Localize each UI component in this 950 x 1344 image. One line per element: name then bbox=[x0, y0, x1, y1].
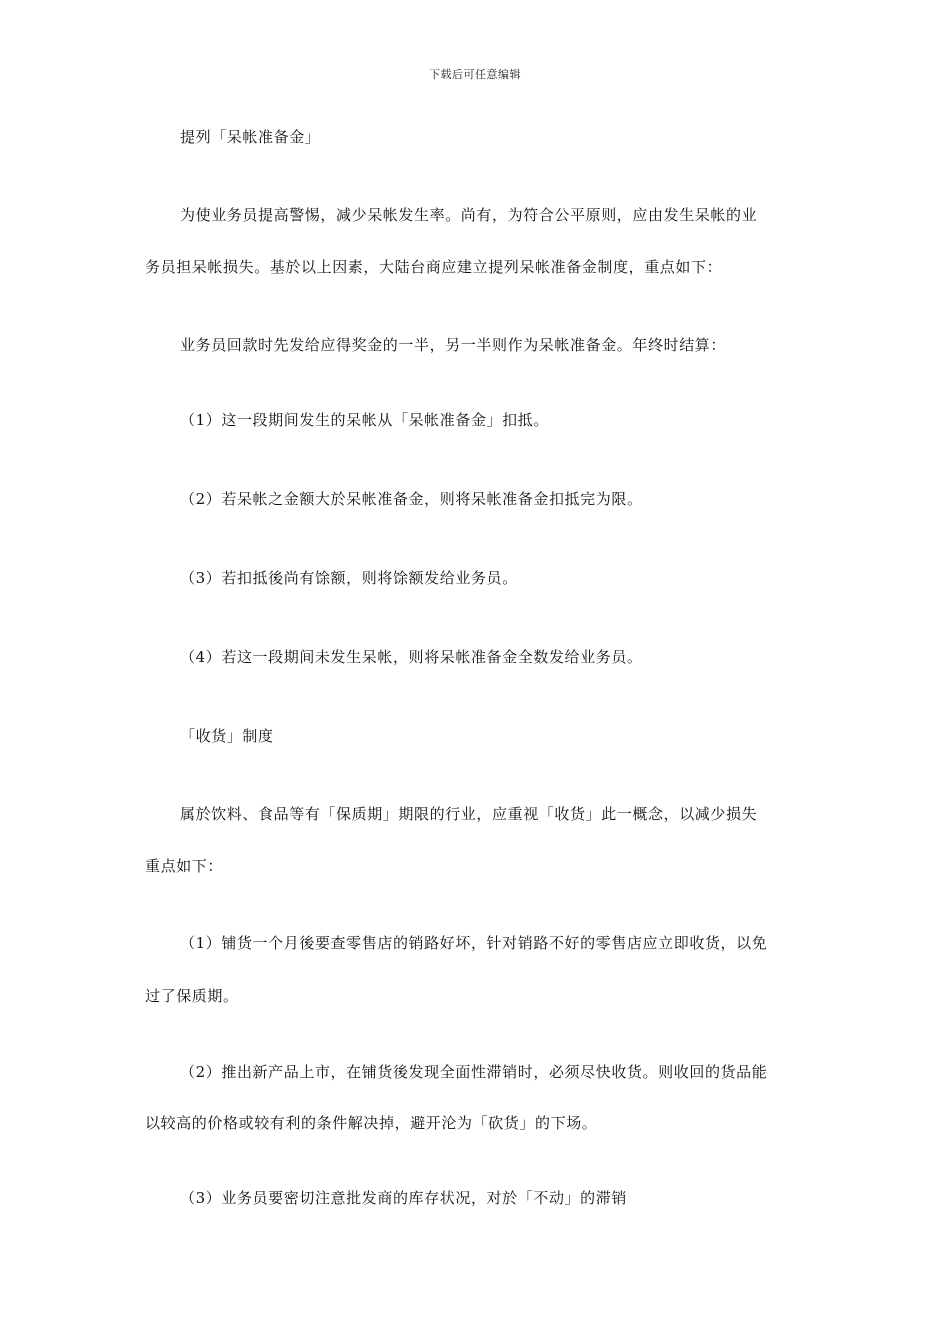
section-heading-goods-return: 「收货」制度 bbox=[180, 727, 274, 745]
paragraph-intro-line-2: 务员担呆帐损失。基於以上因素，大陆台商应建立提列呆帐准备金制度，重点如下： bbox=[145, 258, 723, 276]
return-item-3-line-1: （3）业务员要密切注意批发商的库存状况，对於「不动」的滞销 bbox=[180, 1189, 627, 1207]
page-header: 下载后可任意编辑 bbox=[429, 68, 521, 81]
paragraph-shelf-life-line-2: 重点如下： bbox=[145, 857, 224, 875]
return-item-1-line-2: 过了保质期。 bbox=[145, 987, 239, 1005]
list-item-4: （4）若这一段期间未发生呆帐，则将呆帐准备金全数发给业务员。 bbox=[180, 648, 643, 666]
section-heading-bad-debt-reserve: 提列「呆帐准备金」 bbox=[180, 128, 321, 146]
return-item-2-line-1: （2）推出新产品上市，在铺货後发现全面性滞销时，必须尽快收货。则收回的货品能 bbox=[180, 1063, 768, 1081]
return-item-2-line-2: 以较高的价格或较有利的条件解决掉，避开沦为「砍货」的下场。 bbox=[145, 1114, 598, 1132]
return-item-1-line-1: （1）铺货一个月後要查零售店的销路好坏，针对销路不好的零售店应立即收货，以免 bbox=[180, 934, 768, 952]
list-item-2: （2）若呆帐之金额大於呆帐准备金，则将呆帐准备金扣抵完为限。 bbox=[180, 490, 643, 508]
paragraph-settlement: 业务员回款时先发给应得奖金的一半，另一半则作为呆帐准备金。年终时结算： bbox=[180, 336, 727, 354]
paragraph-intro-line-1: 为使业务员提高警惕，减少呆帐发生率。尚有，为符合公平原则，应由发生呆帐的业 bbox=[180, 206, 758, 224]
paragraph-shelf-life-line-1: 属於饮料、食品等有「保质期」期限的行业，应重视「收货」此一概念，以减少损失 bbox=[180, 805, 758, 823]
list-item-3: （3）若扣抵後尚有馀额，则将馀额发给业务员。 bbox=[180, 569, 518, 587]
list-item-1: （1）这一段期间发生的呆帐从「呆帐准备金」扣抵。 bbox=[180, 411, 549, 429]
